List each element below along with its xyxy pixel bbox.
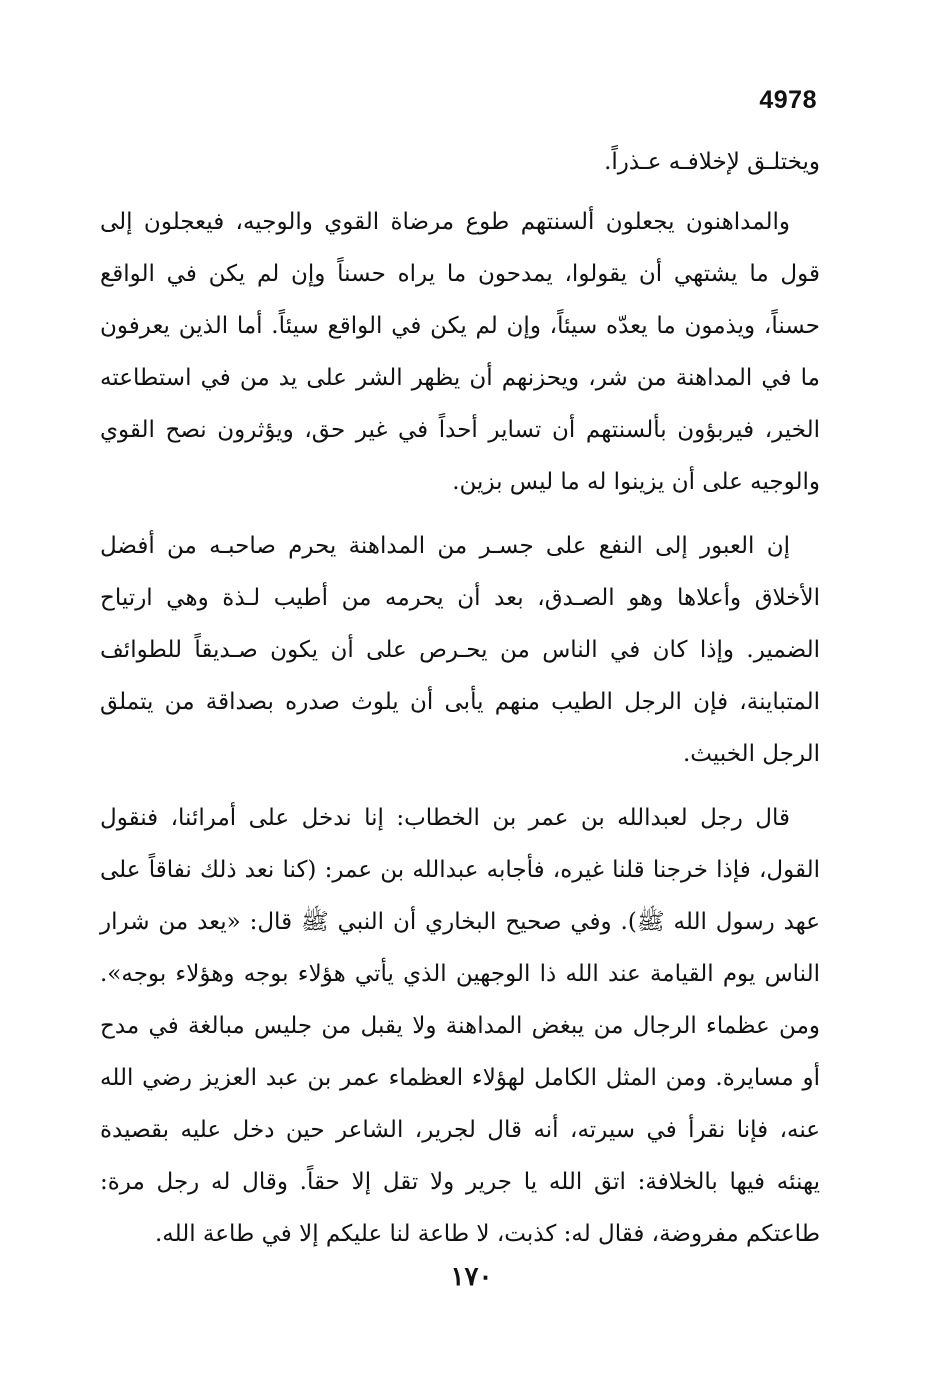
paragraph-4: قال رجل لعبدالله بن عمر بن الخطاب: إنا ندخل على أمرائنا، فنقول القول، فإذا خرجنا قلنا غيره، فأجابه عبدالله بن عمر: (كنا نعد ذلك نفاقاً على عهد رسول الله ﷺ). وفي صحيح البخاري أن النبي ﷺ قال: «يعد من شرار الناس يوم القيامة عند الله ذا الوجهين الذي يأتي هؤلاء بوجه وهؤلاء بوجه». ومن عظماء الرجال من يبغض المداهنة ولا يقبل من جليس مبالغة في مدح أو مسايرة. ومن المثل الكامل لهؤلاء العظماء عمر بن عبد العزيز رضي الله عنه، فإنا نقرأ في سيرته، أنه قال لجرير، الشاعر حين دخل عليه بقصيدة يهنئه فيها بالخلافة: اتق الله يا جرير ولا تقل إلا حقاً. وقال له رجل مرة: طاعتكم مفروضة، فقال له: كذبت، لا طاعة لنا عليكم إلا في طاعة الله.	[100, 805, 820, 1247]
main-text	[100, 136, 820, 1272]
paragraph-3: إن العبور إلى النفع على جسـر من المداهنة يحرم صاحبـه من أفضل الأخلاق وأعلاها وهو الصـدق، بعد أن يحرمه من أطيب لـذة وهي ارتياح الضمير. وإذا كان في الناس من يحـرص على أن يكون صـديقاً للطوائف المتباينة، فإن الرجل الطيب منهم يأبى أن يلوث صدره بصداقة من يتملق الرجل الخبيث.	[100, 533, 820, 767]
paragraph-2: والمداهنون يجعلون ألسنتهم طوع مرضاة القوي والوجيه، فيعجلون إلى قول ما يشتهي أن يقولوا، يمدحون ما يراه حسناً وإن لم يكن في الواقع حسناً، ويذمون ما يعدّه سيئاً، وإن لم يكن في الواقع سيئاً. أما الذين يعرفون ما في المداهنة من شر، ويحزنهم أن يظهر الشر على يد من في استطاعته الخير، فيربؤون بألسنتهم أن تساير أحداً في غير حق، ويؤثرون نصح القوي والوجيه على أن يزينوا له ما ليس بزين.	[100, 209, 820, 495]
page-number: ١٧٠	[450, 1262, 493, 1292]
paragraph-1: ويختلـق لإخلافـه عـذراً.	[604, 149, 820, 175]
page-id-number: 4978	[759, 86, 817, 114]
